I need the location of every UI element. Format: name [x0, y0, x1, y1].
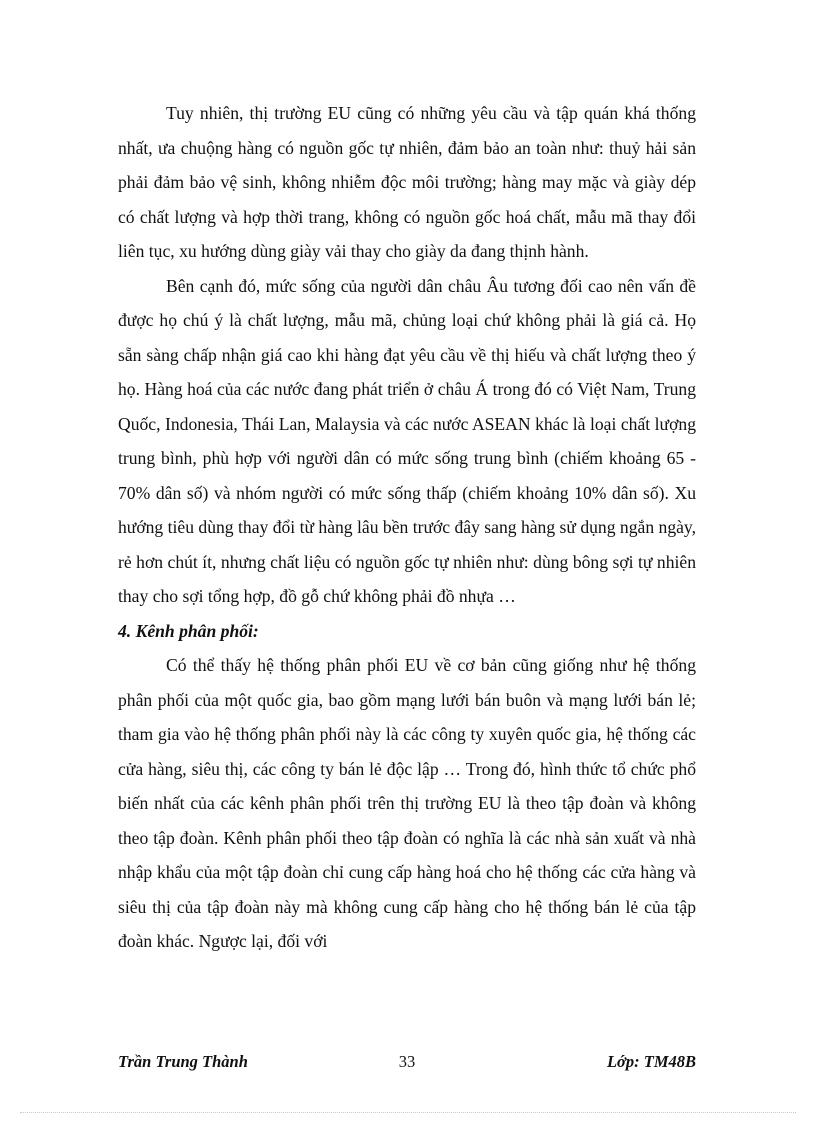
footer-page-number: 33	[398, 1052, 416, 1071]
page-footer	[118, 1049, 696, 1075]
page-body	[118, 96, 696, 959]
footer-class-label: Lớp: TM48B	[606, 1052, 696, 1071]
paragraph-living-standard: Bên cạnh đó, mức sống của người dân châu Âu tương đối cao nên vấn đề được họ chú ý là chất lượng, mẫu mã, chủng loại chứ không phải là giá cả. Họ sẵn sàng chấp nhận giá cao khi hàng đạt yêu cầu về thị hiếu và chất lượng theo ý họ. Hàng hoá của các nước đang phát triển ở châu Á trong đó có Việt Nam, Trung Quốc, Indonesia, Thái Lan, Malaysia và các nước ASEAN khác là loại chất lượng trung bình, phù hợp với người dân có mức sống trung bình (chiếm khoảng 65 - 70% dân số) và nhóm người có mức sống thấp (chiếm khoảng 10% dân số). Xu hướng tiêu dùng thay đổi từ hàng lâu bền trước đây sang hàng sử dụng ngắn ngày, rẻ hơn chút ít, nhưng chất liệu có nguồn gốc tự nhiên như: dùng bông sợi tự nhiên thay cho sợi tổng hợp, đồ gỗ chứ không phải đồ nhựa …	[118, 275, 696, 606]
page-bottom-divider	[20, 1112, 796, 1113]
paragraph-requirements: Tuy nhiên, thị trường EU cũng có những yêu cầu và tập quán khá thống nhất, ưa chuộng hàng có nguồn gốc tự nhiên, đảm bảo an toàn như: thuỷ hải sản phải đảm bảo vệ sinh, không nhiễm độc môi trường; hàng may mặc và giày dép có chất lượng và hợp thời trang, không có nguồn gốc hoá chất, mẫu mã thay đổi liên tục, xu hướng dùng giày vải thay cho giày da đang thịnh hành.	[118, 103, 696, 261]
footer-author: Trần Trung Thành	[118, 1052, 248, 1071]
paragraph-distribution: Có thể thấy hệ thống phân phối EU về cơ bản cũng giống như hệ thống phân phối của một quốc gia, bao gồm mạng lưới bán buôn và mạng lưới bán lẻ; tham gia vào hệ thống phân phối này là các công ty xuyên quốc gia, hệ thống các cửa hàng, siêu thị, các công ty bán lẻ độc lập … Trong đó, hình thức tổ chức phổ biến nhất của các kênh phân phối trên thị trường EU là theo tập đoàn và không theo tập đoàn. Kênh phân phối theo tập đoàn có nghĩa là các nhà sản xuất và nhà nhập khẩu của một tập đoàn chỉ cung cấp hàng hoá cho hệ thống các cửa hàng và siêu thị của tập đoàn này mà không cung cấp hàng cho hệ thống bán lẻ của tập đoàn khác. Ngược lại, đối với	[118, 655, 696, 951]
section-heading: 4. Kênh phân phối:	[118, 620, 259, 641]
